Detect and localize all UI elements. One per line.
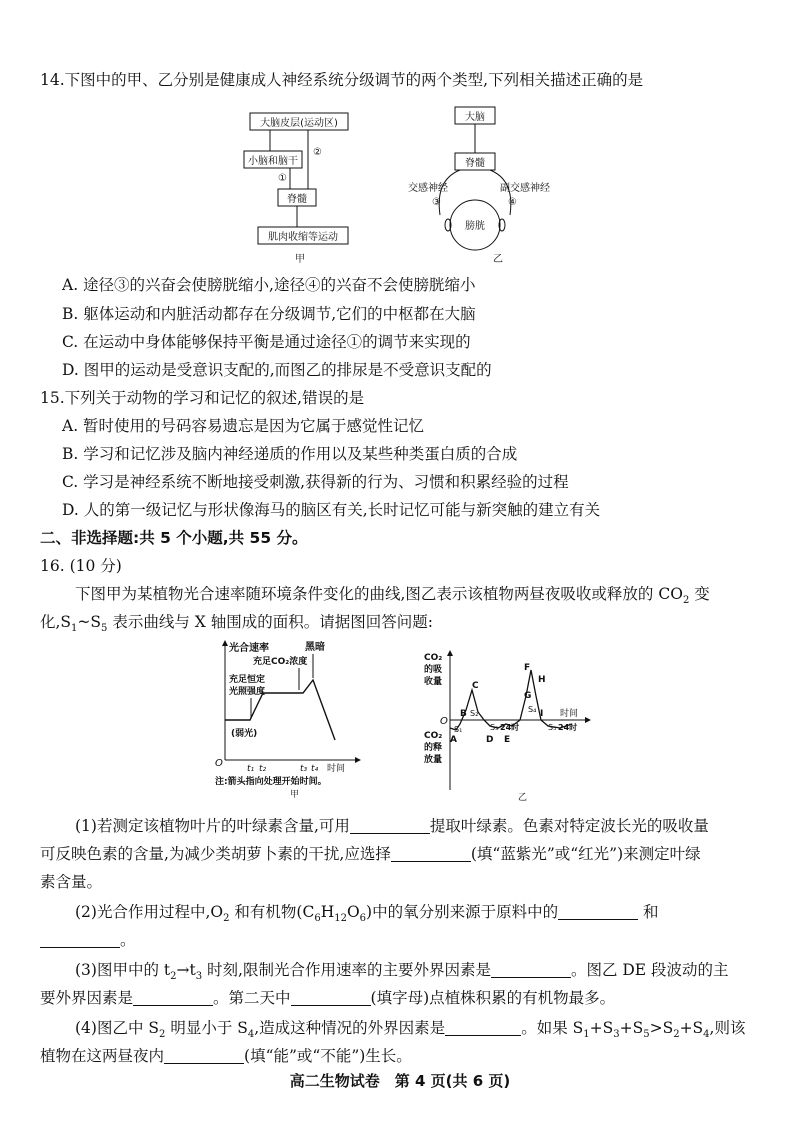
section-2-heading: 二、非选择题:共 5 个小题,共 55 分。 (40, 529, 308, 547)
answer-blank[interactable] (291, 989, 371, 1006)
yi-point-a: A (450, 735, 457, 745)
q16-p1-line1: (1)若测定该植物叶片的叶绿素含量,可用 提取叶绿素。色素对特定波长光的吸收量 (75, 817, 709, 835)
q15-option-b: B. 学习和记忆涉及脑内神经递质的作用以及某些种类蛋白质的合成 (62, 445, 518, 463)
yi-caption: 乙 (493, 254, 503, 265)
jia-t2: t₂ (259, 764, 267, 774)
q16-p3-line1: (3)图甲中的 $t_2\to t_3$ 时刻,限制光合作用速率的主要外界因素是 。图乙 DE 段波动的主 (75, 961, 729, 983)
q14-option-c: C. 在运动中身体能够保持平衡是通过途径①的调节来实现的 (62, 333, 471, 351)
q16-figure-yi (420, 650, 595, 805)
jia-t1: t₁ (247, 764, 255, 774)
answer-blank[interactable] (133, 989, 213, 1006)
jia-dark: 黑暗 (305, 642, 325, 653)
yi-box-spinal: 脊髓 (465, 158, 485, 169)
yi-area-s2: S₂ (470, 709, 479, 718)
yi-area-s3: S₃ (490, 723, 499, 732)
answer-blank[interactable] (391, 845, 471, 862)
q14-figure-jia (240, 105, 360, 265)
answer-blank[interactable] (558, 903, 638, 920)
yi-parasympathetic-label: 副交感神经 (500, 183, 550, 194)
jia-co2: 充足CO₂浓度 (253, 657, 308, 667)
yi-point-b: B (460, 709, 467, 719)
q15-option-d: D. 人的第一级记忆与形状像海马的脑区有关,长时记忆可能与新突触的建立有关 (62, 501, 601, 519)
q14-option-d: D. 图甲的运动是受意识支配的,而图乙的排尿是不受意识支配的 (62, 361, 492, 379)
jia-path-2: ② (313, 147, 322, 158)
yi-xlabel: 时间 (560, 709, 579, 719)
answer-blank[interactable] (445, 1019, 521, 1036)
q16-number: 16. (10 分) (40, 557, 122, 575)
q16-p1-line2: 可反映色素的含量,为减少类胡萝卜素的干扰,应选择 (填“蓝紫光”或“红光”)来测定叶绿 (40, 845, 701, 863)
jia-weak-light: (弱光) (231, 729, 258, 739)
yi-bladder: 膀胱 (465, 221, 485, 232)
jia-light-1: 充足恒定 (229, 675, 266, 685)
answer-blank[interactable] (40, 931, 120, 948)
yi-y-top-2: 的吸 (424, 665, 443, 675)
yi-point-c: C (472, 681, 479, 691)
jia-path-1: ① (278, 173, 287, 184)
yi-box-brain: 大脑 (465, 112, 485, 123)
answer-blank[interactable] (491, 961, 571, 978)
yi-point-g: G (524, 691, 532, 701)
yi-path-3: ③ (432, 197, 441, 208)
jia-box-spinal: 脊髓 (287, 194, 307, 205)
jia-box-cortex: 大脑皮层(运动区) (260, 118, 338, 129)
q16-intro-line2: 化$,S_1\sim S_5$ 表示曲线与 X 轴围成的面积。请据图回答问题: (40, 613, 433, 635)
answer-blank[interactable] (164, 1047, 244, 1064)
jia-caption: 甲 (295, 254, 305, 265)
q16-p4-line1: (4)图乙中 $S_2$ 明显小于 $S_4$,造成这种情况的外界因素是 。如果 $S_1+S_3+S_5>S_2+S_4$,则该 (75, 1019, 746, 1041)
yi-y-bot-2: 的释 (424, 743, 443, 753)
yi-y-top-3: 收量 (424, 677, 443, 687)
yi-point-e: E (504, 735, 511, 745)
jia-note: 注:箭头指向处理开始时间。 (215, 777, 327, 787)
jia-light-2: 光照强度 (229, 687, 266, 697)
jia-box-cerebellum: 小脑和脑干 (248, 156, 298, 167)
jia-t4: t₄ (311, 764, 319, 774)
yi-sympathetic-label: 交感神经 (408, 183, 448, 194)
jia-t3: t₃ (300, 764, 308, 774)
yi-point-f: F (524, 663, 531, 673)
jia-origin: O (215, 758, 223, 769)
yi-point-i: I (540, 709, 544, 719)
yi-y-top-1: CO₂ (424, 653, 443, 663)
answer-blank[interactable] (350, 817, 430, 834)
q16-p2-line1: (2)光合作用过程中$,O_2$ 和有机物$(C_6H_{12}O_6)$中的氧分别来源于原料中的 和 (75, 903, 659, 925)
q14-option-b: B. 躯体运动和内脏活动都存在分级调节,它们的中枢都在大脑 (62, 305, 476, 323)
q16-intro-line1: 下图甲为某植物光合速率随环境条件变化的曲线,图乙表示该植物两昼夜吸收或释放的 $CO_2$ 变 (75, 585, 710, 607)
yi-y-bot-3: 放量 (424, 755, 443, 765)
q14-stem: 14.下图中的甲、乙分别是健康成人神经系统分级调节的两个类型,下列相关描述正确的是 (40, 71, 644, 89)
q15-option-c: C. 学习是神经系统不断地接受刺激,获得新的行为、习惯和积累经验的过程 (62, 473, 569, 491)
q16-p4-line2: 植物在这两昼夜内 (填“能”或“不能”)生长。 (40, 1047, 412, 1065)
yi-area-s5: S₅ (548, 723, 557, 732)
yi-origin: O (440, 716, 448, 727)
q16-p3-line2: 要外界因素是 。第二天中 (填字母)点植株积累的有机物最多。 (40, 989, 616, 1007)
jia-ylabel: 光合速率 (229, 643, 269, 654)
yi-caption-16: 乙 (518, 793, 528, 803)
q14-option-a: A. 途径③的兴奋会使膀胱缩小,途径④的兴奋不会使膀胱缩小 (62, 276, 476, 294)
page-footer: 高二生物试卷 第 4 页(共 6 页) (289, 1072, 511, 1090)
q15-option-a: A. 暂时使用的号码容易遗忘是因为它属于感觉性记忆 (62, 417, 425, 435)
q16-p2-line2: 。 (40, 929, 136, 951)
yi-point-d: D (486, 735, 494, 745)
yi-area-s4: S₄ (528, 705, 537, 714)
q16-p1-line3: 素含量。 (40, 873, 103, 891)
yi-point-h: H (538, 675, 546, 685)
yi-area-s1: S₁ (454, 725, 463, 734)
jia-caption-16: 甲 (290, 790, 300, 798)
q15-stem: 15.下列关于动物的学习和记忆的叙述,错误的是 (40, 389, 365, 407)
q16-figure-jia (195, 638, 365, 798)
yi-24h-a: 24时 (500, 723, 520, 732)
yi-24h-b: 24时 (558, 723, 578, 732)
q14-figure-yi (400, 105, 570, 265)
yi-y-bot-1: CO₂ (424, 731, 443, 741)
jia-box-muscle: 肌肉收缩等运动 (268, 232, 338, 243)
yi-path-4: ④ (508, 197, 517, 208)
jia-xlabel: 时间 (327, 764, 346, 774)
